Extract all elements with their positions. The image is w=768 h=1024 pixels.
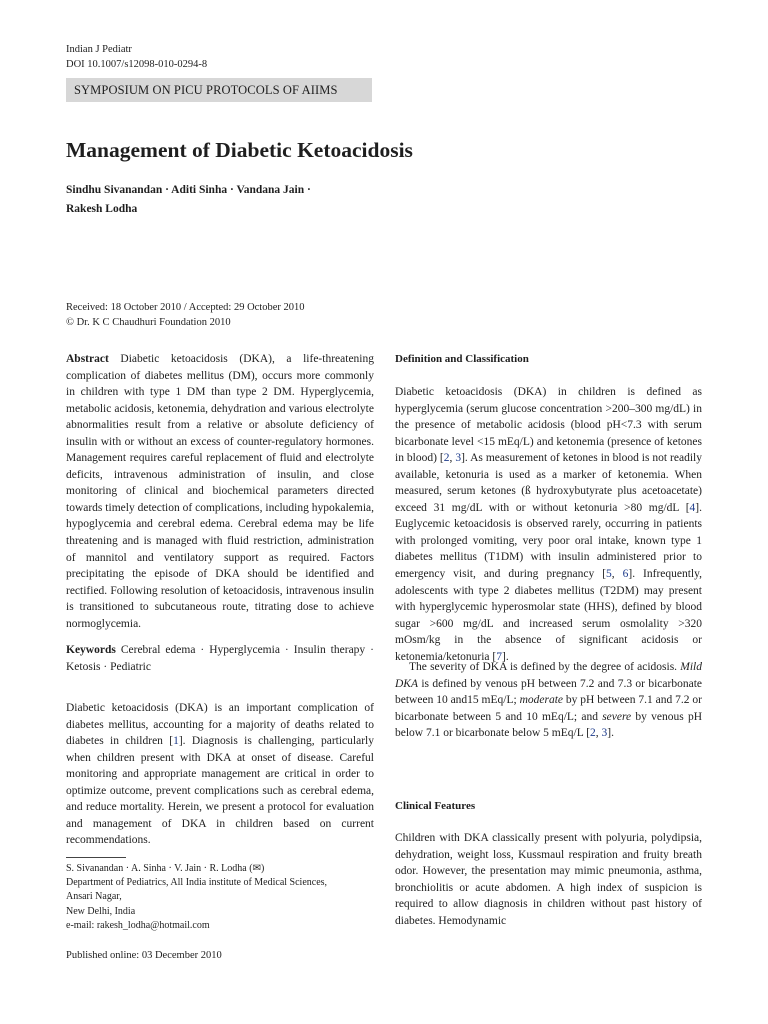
author-list <box>66 181 366 219</box>
citation-link[interactable]: 3 <box>601 727 608 740</box>
introduction-paragraph: Diabetic ketoacidosis (DKA) is an important complication of diabetes mellitus, accounting for a majority of deaths related to diabetes in children [1]. Diagnosis is challenging, particularly when children present with DKA at onset of disease. Careful monitoring and appropriate management are critical in order to optimize outcome, prevent complications such as cerebral edema, and reduce mortality. Herein, we present a protocol for evaluation and management of DKA in children based on current recommendations. <box>66 702 374 847</box>
keywords-label: Keywords <box>66 644 116 656</box>
footnote-names: S. Sivanandan · A. Sinha · V. Jain · R. Lodha (✉) <box>66 863 265 874</box>
copyright: © Dr. K C Chaudhuri Foundation 2010 <box>66 316 231 328</box>
footnote-address-1: Ansari Nagar, <box>66 891 122 903</box>
definition-paragraph-2: The severity of DKA is defined by the degree of acidosis. Mild DKA is defined by venous pH between 7.2 and 7.3 or bicarbonate between 10 and15 mEq/L; moderate by pH between 7.1 and 7.2 or bicarbonate between 5 and 10 mEq/L; and severe by venous pH below 7.1 or bicarbonate below 5 mEq/L [2, 3]. <box>395 661 702 740</box>
clinical-features-paragraph: Children with DKA classically present with polyuria, polydipsia, dehydration, weight loss, Kussmaul respiration and fruity breath odor. However, the presentation may mimic pneumonia, asthma, bronchiolitis or acute abdomen. A high index of suspicion is required to allow diagnosis in children without past history of diabetes. Hemodynamic <box>395 832 702 927</box>
footnote-divider <box>66 857 126 858</box>
citation-link[interactable]: 6 <box>622 568 629 581</box>
section-banner: SYMPOSIUM ON PICU PROTOCOLS OF AIIMS <box>66 78 372 102</box>
received-accepted: Received: 18 October 2010 / Accepted: 29 October 2010 <box>66 302 305 313</box>
footnote-department: Department of Pediatrics, All India institute of Medical Sciences, <box>66 877 328 889</box>
article-title: Management of Diabetic Ketoacidosis <box>66 138 413 162</box>
citation-link[interactable]: 7 <box>496 650 502 663</box>
citation-link[interactable]: 2 <box>590 727 596 740</box>
doi: DOI 10.1007/s12098-010-0294-8 <box>66 59 208 70</box>
footnote-email[interactable]: e-mail: rakesh_lodha@hotmail.com <box>66 919 210 931</box>
citation-link[interactable]: 5 <box>606 568 612 581</box>
abstract-text: Diabetic ketoacidosis (DKA), a life-threatening complication of diabetes mellitus (DM), occurs more commonly in children with type 1 DM than type 2 DM. Hyperglycemia, metabolic acidosis, ketonemia, dehydration and various electrolyte abnormalities result from a relative or absolute deficiency of insulin with or without an excess of counter-regulatory hormones. Management requires careful replacement of fluid and electrolyte deficits, intravenous administration of insulin, and close monitoring of clinical and biochemical parameters directed towards timely detection of complications, including hypokalemia, hypoglycemia and cerebral edema. Cerebral edema may be life threatening and is managed with fluid restriction, administration of mannitol and ventilatory support as required. Factors precipitating the episode of DKA should be identified and rectified. Following resolution of ketoacidosis, intravenous insulin is transitioned to subcutaneous route, titrating dose to achieve normoglycemia. <box>66 353 374 630</box>
citation-link[interactable]: 3 <box>455 452 462 465</box>
abstract <box>66 351 374 632</box>
journal-name: Indian J Pediatr <box>66 44 132 55</box>
journal-header <box>66 42 207 72</box>
citation-link[interactable]: 4 <box>689 501 696 514</box>
authors-line-2: Rakesh Lodha <box>66 203 138 215</box>
keywords-text: Cerebral edema · Hyperglycemia · Insulin therapy · Ketosis · Pediatric <box>66 644 374 673</box>
definition-paragraph-1: Diabetic ketoacidosis (DKA) in children is defined as hyperglycemia (serum glucose concentration >200–300 mg/dL) in the presence of metabolic acidosis (blood pH<7.3 with serum bicarbonate level <15 mEq/L) and ketonemia (presence of ketones in blood) [2, 3]. As measurement of ketones in blood is not readily available, ketonuria is used as a marker of ketonemia. When measured, serum ketones (ß hydroxybutyrate plus acetoacetate) exceed 31 mg/dL with or without ketonuria >80 mg/dL [4]. Euglycemic ketoacidosis is observed rarely, occurring in patients with prolonged vomiting, very poor oral intake, known type 1 diabetes mellitus (T1DM) with insulin administered prior to emergency visit, and during pregnancy [5, 6]. Infrequently, adolescents with type 2 diabetes mellitus (T2DM) may present with hyperglycemic hyperosmolar state (HHS), defined by blood sugar >600 mg/dL and increased serum osmolality >320 mOsm/kg in the absence of significant acidosis or ketonemia/ketonuria [7]. <box>395 386 702 663</box>
definition-heading: Definition and Classification <box>395 353 529 365</box>
keywords <box>66 642 374 675</box>
footnote-address-2: New Delhi, India <box>66 905 136 917</box>
citation-link[interactable]: 1 <box>173 735 179 748</box>
clinical-features-heading: Clinical Features <box>395 800 476 812</box>
abstract-label: Abstract <box>66 353 109 365</box>
author-affiliation-footnote <box>66 862 374 933</box>
article-dates <box>66 301 305 330</box>
citation-link[interactable]: 2 <box>443 452 450 465</box>
authors-line-1: Sindhu Sivanandan · Aditi Sinha · Vandana Jain · <box>66 184 311 196</box>
published-online: Published online: 03 December 2010 <box>66 950 222 961</box>
